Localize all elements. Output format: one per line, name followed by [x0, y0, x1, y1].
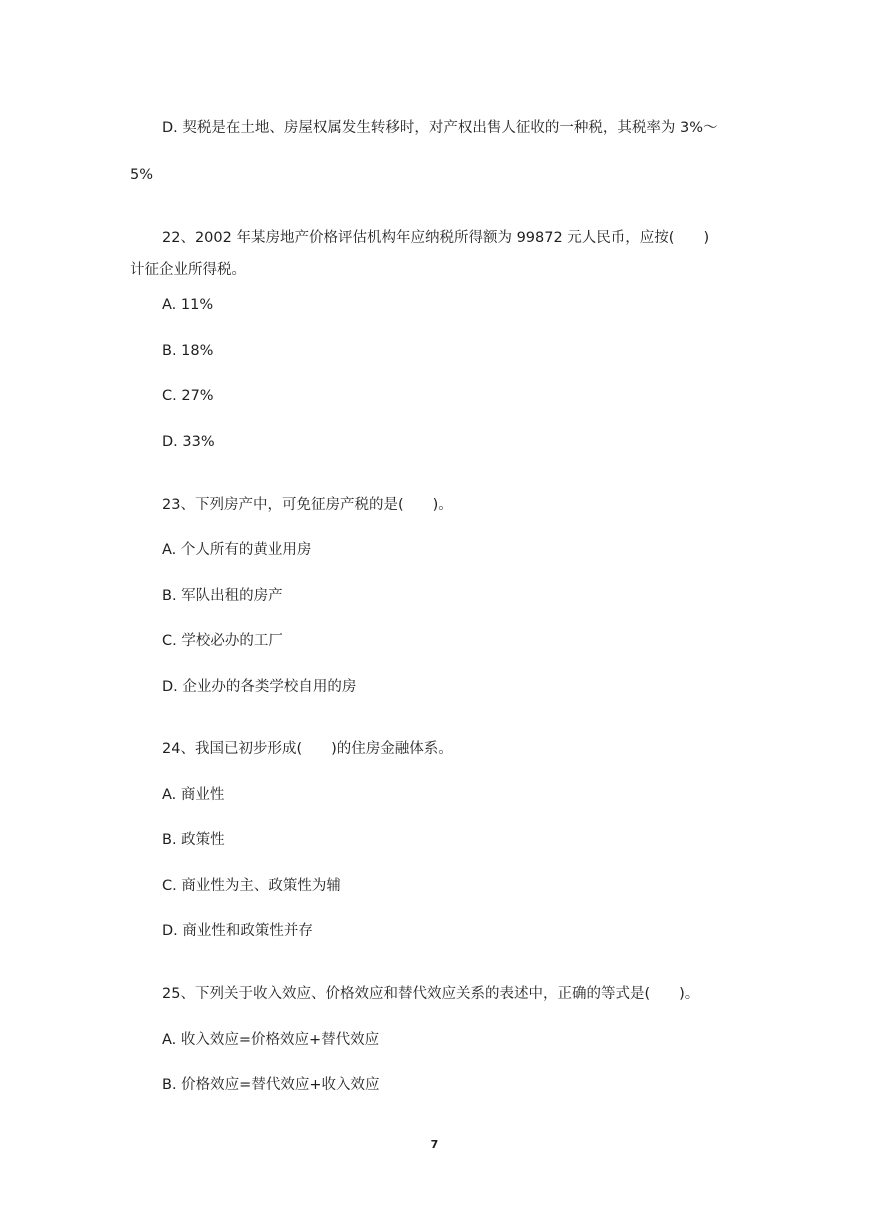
question-25-option-b: B. 价格效应=替代效应+收入效应: [162, 1077, 380, 1093]
question-23-option-b: B. 军队出租的房产: [162, 588, 283, 604]
question-24-stem: 24、我国已初步形成( )的住房金融体系。: [162, 741, 453, 757]
question-24-option-a: A. 商业性: [162, 787, 225, 803]
question-22-option-c: C. 27%: [162, 388, 214, 404]
question-23-option-a: A. 个人所有的黄业用房: [162, 542, 312, 558]
question-22-option-d: D. 33%: [162, 434, 215, 450]
question-23-option-c: C. 学校必办的工厂: [162, 633, 283, 649]
question-22-stem: 22、2002 年某房地产价格评估机构年应纳税所得额为 99872 元人民币，应按( ): [162, 230, 710, 246]
question-25-stem: 25、下列关于收入效应、价格效应和替代效应关系的表述中，正确的等式是( )。: [162, 986, 700, 1002]
question-25-option-a: A. 收入效应=价格效应+替代效应: [162, 1032, 380, 1048]
question-24-option-c: C. 商业性为主、政策性为辅: [162, 878, 341, 894]
question-22-stem-continued: 计征企业所得税。: [130, 262, 246, 278]
question-24-option-b: B. 政策性: [162, 832, 225, 848]
page-number: 7: [430, 1138, 439, 1151]
question-23-option-d: D. 企业办的各类学校自用的房: [162, 679, 357, 695]
question-22-option-b: B. 18%: [162, 343, 214, 359]
prev-question-option-d-line1: D. 契税是在土地、房屋权属发生转移时，对产权出售人征收的一种税，其税率为 3%～: [162, 120, 718, 136]
question-23-stem: 23、下列房产中，可免征房产税的是( )。: [162, 497, 453, 513]
question-24-option-d: D. 商业性和政策性并存: [162, 923, 313, 939]
prev-question-option-d-line2: 5%: [130, 167, 154, 183]
question-22-option-a: A. 11%: [162, 297, 214, 313]
